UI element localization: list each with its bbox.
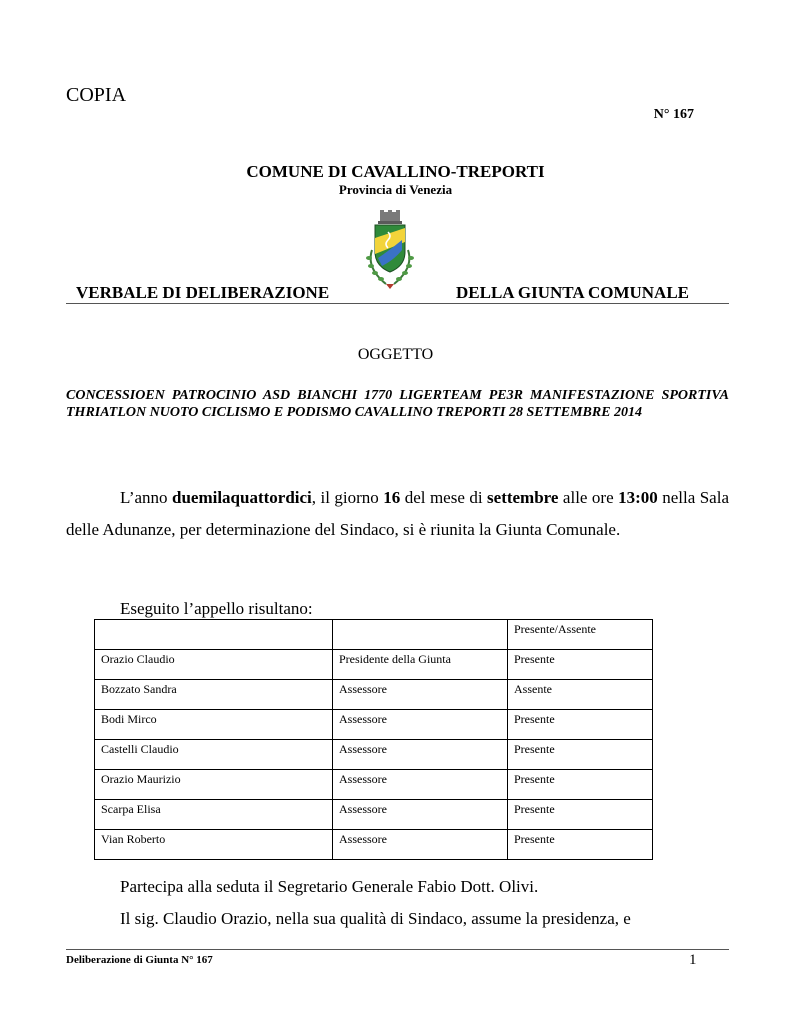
intro-paragraph bbox=[66, 482, 729, 546]
member-name: Orazio Claudio bbox=[95, 650, 333, 680]
copy-label: COPIA bbox=[66, 84, 127, 106]
member-status: Presente bbox=[508, 650, 653, 680]
member-role: Presidente della Giunta bbox=[333, 650, 508, 680]
intro-month: settembre bbox=[487, 488, 559, 507]
table-row bbox=[95, 680, 653, 710]
member-status: Assente bbox=[508, 680, 653, 710]
attendance-table bbox=[94, 619, 653, 860]
member-status: Presente bbox=[508, 800, 653, 830]
intro-time: 13:00 bbox=[618, 488, 658, 507]
province-name: Provincia di Venezia bbox=[338, 182, 453, 197]
table-row bbox=[95, 740, 653, 770]
secretary-paragraph: Partecipa alla seduta il Segretario Generale Fabio Dott. Olivi. bbox=[120, 877, 539, 896]
header-divider bbox=[66, 303, 729, 304]
member-role: Assessore bbox=[333, 800, 508, 830]
member-status: Presente bbox=[508, 770, 653, 800]
member-status: Presente bbox=[508, 830, 653, 860]
member-name: Vian Roberto bbox=[95, 830, 333, 860]
member-status: Presente bbox=[508, 740, 653, 770]
member-name: Scarpa Elisa bbox=[95, 800, 333, 830]
document-number: N° 167 bbox=[653, 107, 694, 122]
municipality-name: COMUNE DI CAVALLINO-TREPORTI bbox=[246, 162, 545, 181]
intro-text-1: L’anno bbox=[120, 488, 172, 507]
table-header-cell bbox=[333, 620, 508, 650]
member-role: Assessore bbox=[333, 710, 508, 740]
member-name: Bodi Mirco bbox=[95, 710, 333, 740]
member-name: Orazio Maurizio bbox=[95, 770, 333, 800]
page-number: 1 bbox=[689, 952, 697, 968]
member-status: Presente bbox=[508, 710, 653, 740]
table-header-row bbox=[95, 620, 653, 650]
member-role: Assessore bbox=[333, 830, 508, 860]
intro-text-4: alle ore bbox=[558, 488, 619, 507]
giunta-title: DELLA GIUNTA COMUNALE bbox=[456, 283, 689, 302]
member-role: Assessore bbox=[333, 680, 508, 710]
table-row bbox=[95, 830, 653, 860]
table-header-cell bbox=[95, 620, 333, 650]
intro-year: duemilaquattordici bbox=[172, 488, 312, 507]
intro-text-2: , il giorno bbox=[311, 488, 384, 507]
table-header-cell: Presente/Assente bbox=[508, 620, 653, 650]
table-row bbox=[95, 710, 653, 740]
verbale-title: VERBALE DI DELIBERAZIONE bbox=[76, 283, 330, 302]
member-name: Castelli Claudio bbox=[95, 740, 333, 770]
table-row bbox=[95, 650, 653, 680]
presidency-paragraph: Il sig. Claudio Orazio, nella sua qualità di Sindaco, assume la presidenza, e bbox=[120, 909, 631, 928]
municipal-crest-icon bbox=[360, 210, 420, 292]
member-role: Assessore bbox=[333, 770, 508, 800]
footer-divider bbox=[66, 949, 729, 950]
table-row bbox=[95, 800, 653, 830]
roll-call-label: Eseguito l’appello risultano: bbox=[120, 599, 313, 618]
subject-label: OGGETTO bbox=[357, 346, 434, 363]
subject-text: CONCESSIOEN PATROCINIO ASD BIANCHI 1770 LIGERTEAM PE3R MANIFESTAZIONE SPORTIVA THRIATLON NUOTO CICLISMO E PODISMO CAVALLINO TREPORTI 28 SETTEMBRE 2014 bbox=[66, 388, 729, 420]
member-name: Bozzato Sandra bbox=[95, 680, 333, 710]
intro-text-5: nella Sala delle Adunanze, per determinazione del Sindaco, si è riunita la Giunta Comunale. bbox=[66, 488, 729, 539]
intro-text-3: del mese di bbox=[400, 488, 488, 507]
footer-label: Deliberazione di Giunta N° 167 bbox=[66, 954, 213, 966]
member-role: Assessore bbox=[333, 740, 508, 770]
table-row bbox=[95, 770, 653, 800]
intro-day: 16 bbox=[383, 488, 401, 507]
